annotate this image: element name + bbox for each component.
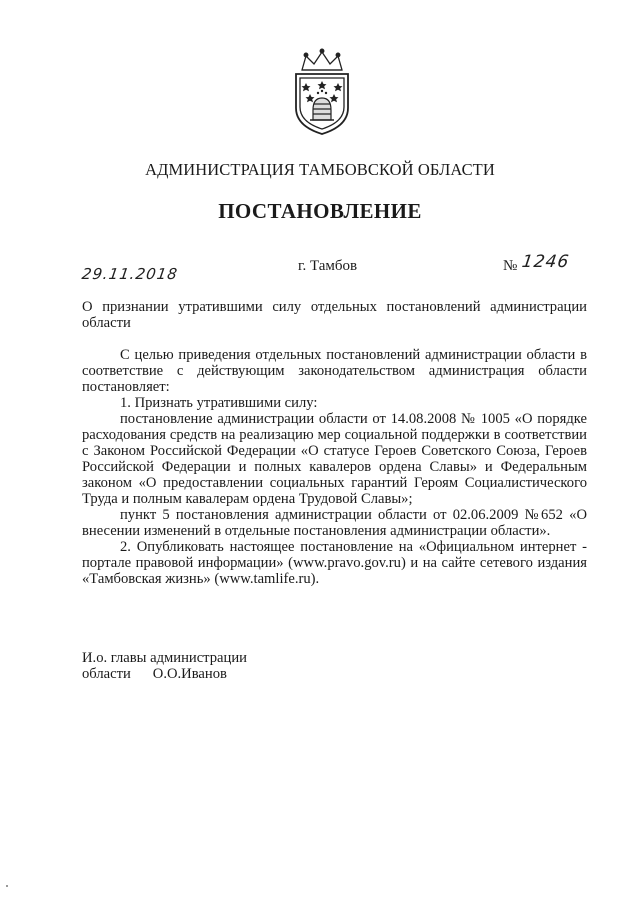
body-paragraph: 2. Опубликовать настоящее постановление на «Официальном интернет - портале правовой информации» (www.pravo.gov.ru) и на сайте сетевого издания «Тамбовская жизнь» (www.tamlife.ru). <box>82 539 587 587</box>
signature-block <box>82 650 247 682</box>
document-body <box>82 347 587 587</box>
document-date: 29.11.2018 <box>80 265 180 283</box>
signatory-title-line2: области <box>82 666 131 682</box>
scan-speck <box>6 885 8 887</box>
organization-title: АДМИНИСТРАЦИЯ ТАМБОВСКОЙ ОБЛАСТИ <box>145 160 495 179</box>
document-city: г. Тамбов <box>298 258 358 274</box>
document-type-title: ПОСТАНОВЛЕНИЕ <box>218 199 422 223</box>
coat-of-arms-icon <box>288 48 356 136</box>
document-number: 1246 <box>520 252 571 272</box>
body-paragraph: постановление администрации области от 14.08.2008 № 1005 «О порядке расходования средств на реализацию мер социальной поддержки в соответствии с Законом Российской Федерации «О статусе Героев Советского Союза, Героев Российской Федерации и полных кавалеров ордена Славы» и Федеральным законом «О предоставлении социальных гарантий Героям Социалистического Труда и полным кавалерам ордена Трудовой Славы»; <box>82 411 587 507</box>
signatory-title-line1: И.о. главы администрации <box>82 650 247 666</box>
body-paragraph: 1. Признать утратившими силу: <box>120 395 318 411</box>
signatory-name: О.О.Иванов <box>152 666 227 682</box>
body-paragraph: пункт 5 постановления администрации области от 02.06.2009 №652 «О внесении изменений в отдельные постановления администрации области». <box>82 507 587 539</box>
body-paragraph: С целью приведения отдельных постановлений администрации области в соответствие с действующим законодательством администрация области постановляет: <box>82 347 587 395</box>
number-sign: № <box>503 258 518 274</box>
document-subject <box>82 299 587 331</box>
subject-text: О признании утратившими силу отдельных постановлений администрации области <box>82 299 587 331</box>
